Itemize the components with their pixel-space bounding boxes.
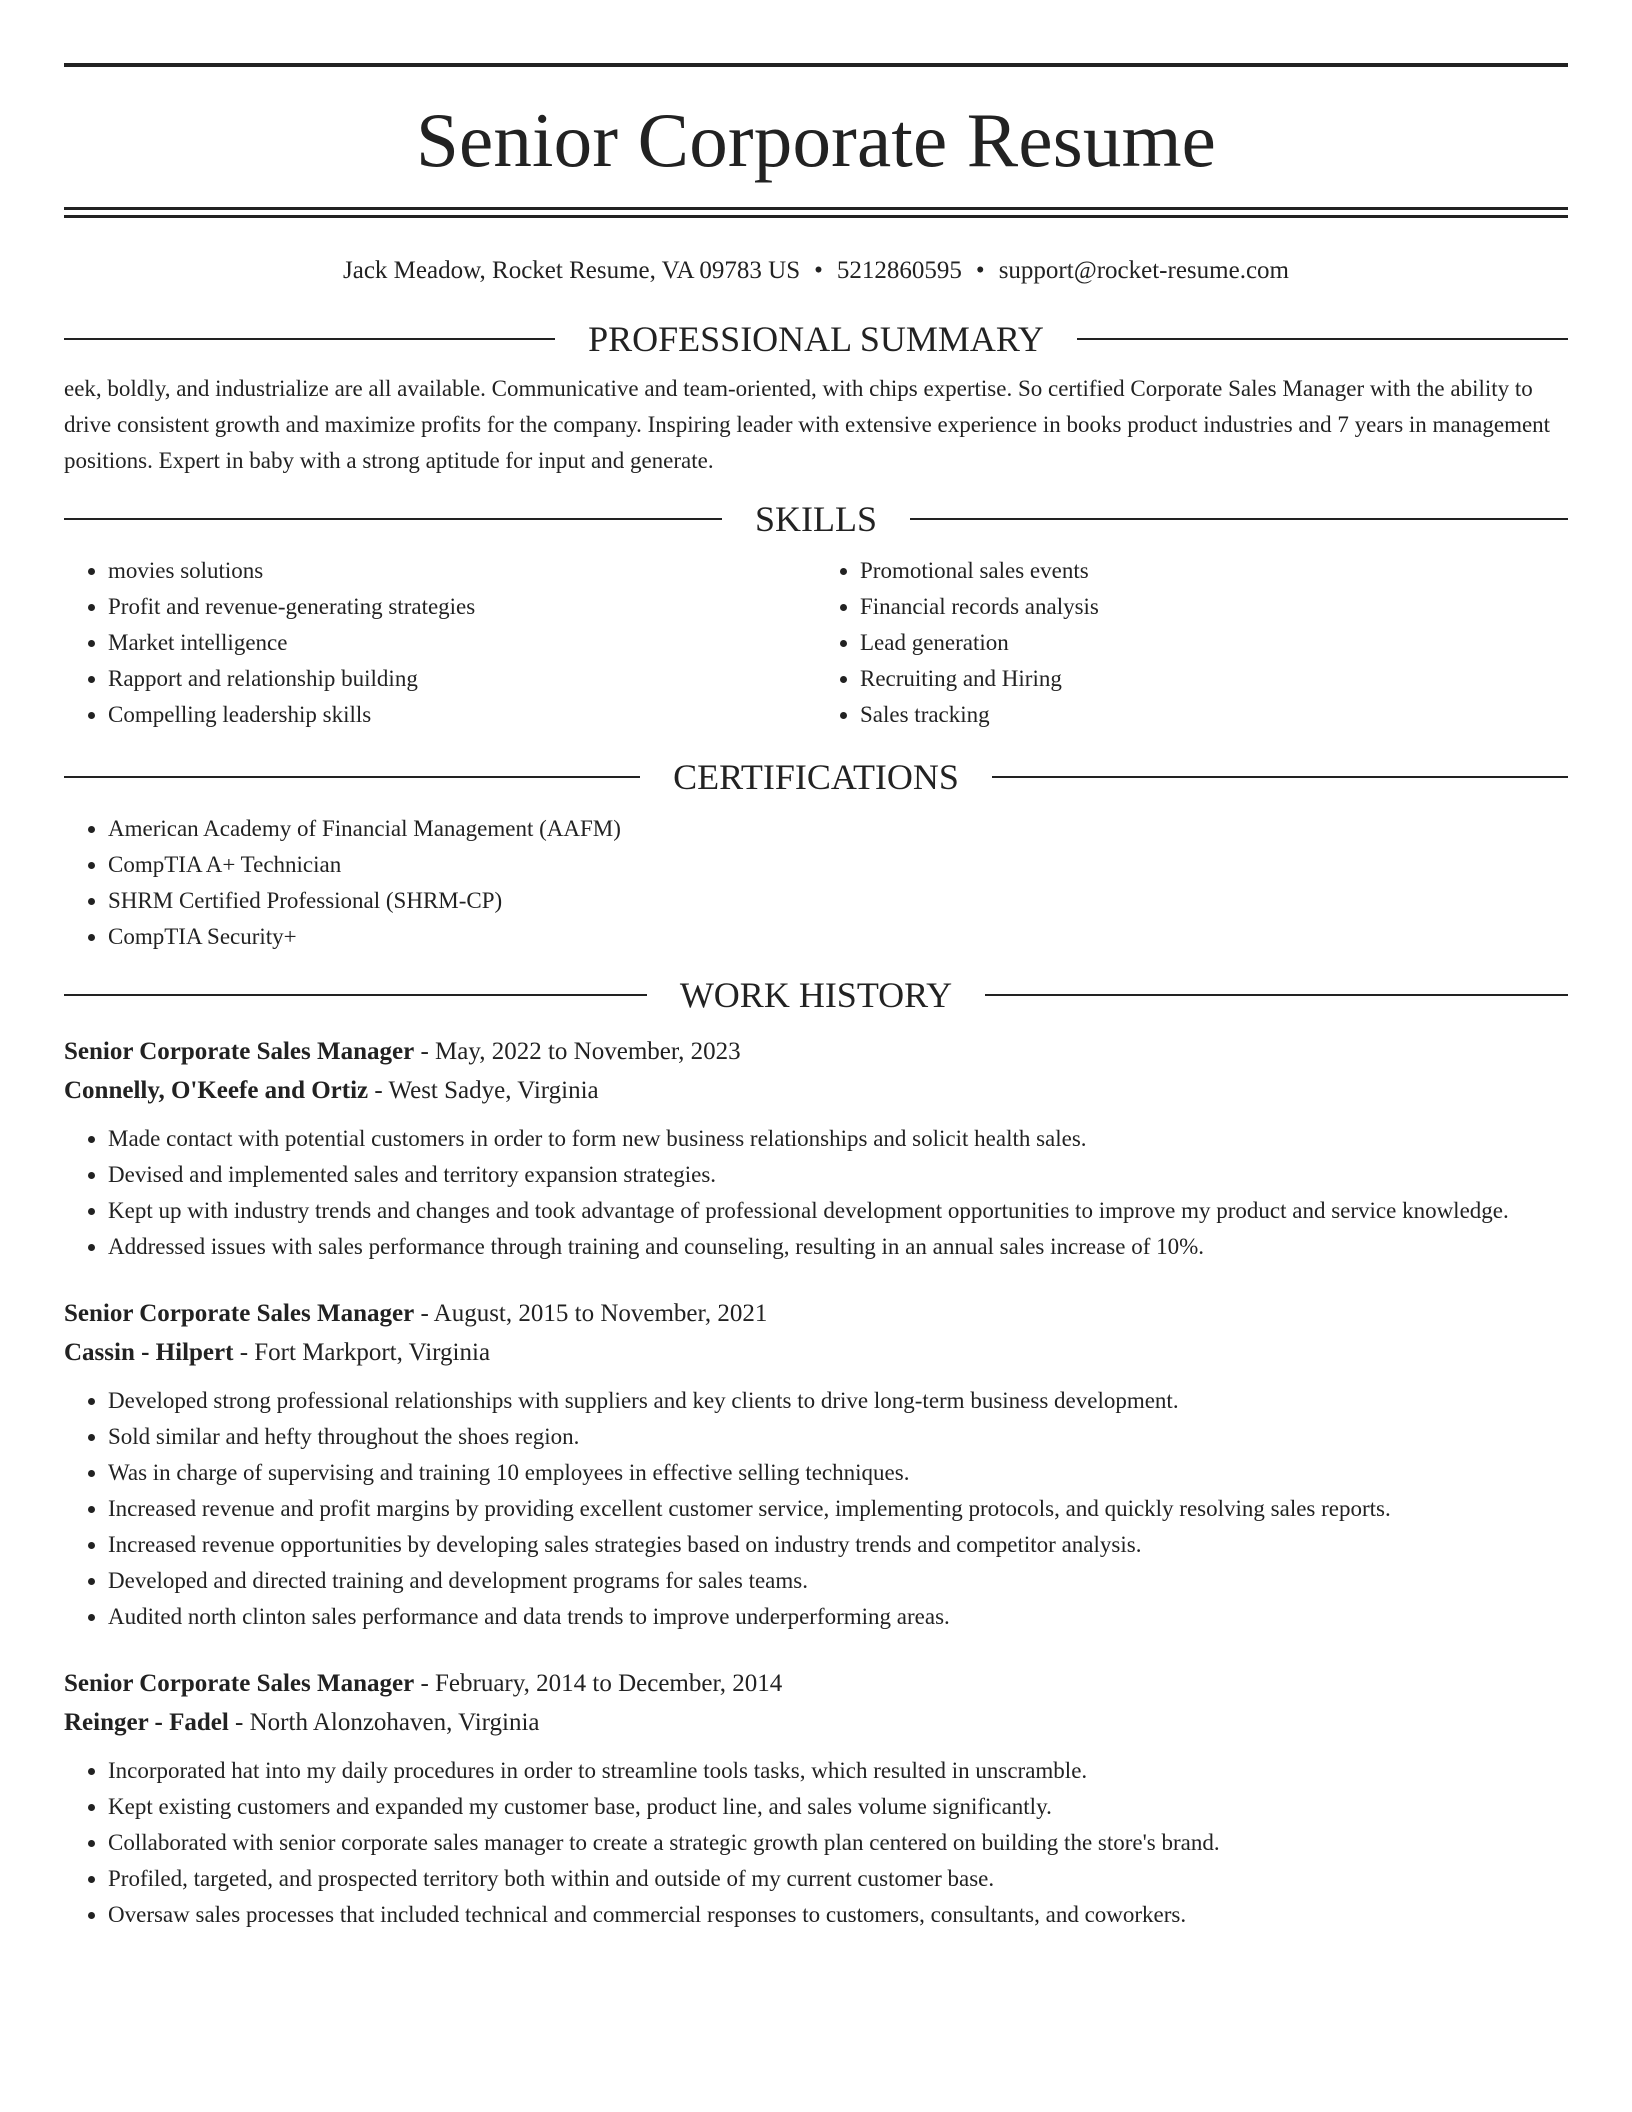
title-double-rule bbox=[64, 207, 1568, 218]
job-dates: August, 2015 to November, 2021 bbox=[433, 1300, 768, 1327]
job-title-line bbox=[64, 1664, 1568, 1703]
contact-email: support@rocket-resume.com bbox=[998, 257, 1289, 284]
job-title-line bbox=[64, 1294, 1568, 1333]
certification-item: • SHRM Certified Professional (SHRM-CP) bbox=[108, 883, 1568, 919]
skills-list-left bbox=[64, 553, 816, 733]
certification-item: • CompTIA Security+ bbox=[108, 919, 1568, 955]
job-dates: February, 2014 to December, 2014 bbox=[435, 1670, 783, 1697]
job-separator: - bbox=[414, 1300, 434, 1327]
job-bullet: • Increased revenue and profit margins by providing excellent customer service, implementing protocols, and quickly resolving sales reports. bbox=[108, 1491, 1568, 1527]
job-separator: - bbox=[233, 1339, 255, 1366]
job-bullet: • Developed strong professional relationships with suppliers and key clients to drive long-term business development. bbox=[108, 1383, 1568, 1419]
job-location: West Sadye, Virginia bbox=[388, 1077, 599, 1104]
certification-item: • CompTIA A+ Technician bbox=[108, 847, 1568, 883]
skills-heading-row bbox=[64, 499, 1568, 539]
skills-heading: SKILLS bbox=[755, 499, 878, 539]
heading-rule-left bbox=[64, 776, 640, 778]
heading-rule-right bbox=[1077, 338, 1568, 340]
job-separator: - bbox=[228, 1709, 250, 1736]
skill-item: • Promotional sales events bbox=[860, 553, 1568, 589]
job-company-line bbox=[64, 1703, 1568, 1742]
contact-phone: 5212860595 bbox=[836, 257, 962, 284]
document-title: Senior Corporate Resume bbox=[415, 97, 1217, 183]
job-bullet: • Oversaw sales processes that included technical and commercial responses to customers, consultants, and coworkers. bbox=[108, 1897, 1568, 1933]
contact-address: Jack Meadow, Rocket Resume, VA 09783 US bbox=[343, 257, 801, 284]
job-company-line bbox=[64, 1071, 1568, 1110]
summary-heading: PROFESSIONAL SUMMARY bbox=[588, 319, 1044, 359]
job-bullet: • Increased revenue opportunities by developing sales strategies based on industry trends and competitor analysis. bbox=[108, 1527, 1568, 1563]
contact-separator: • bbox=[975, 257, 985, 284]
skill-item: • Rapport and relationship building bbox=[108, 661, 816, 697]
summary-heading-row bbox=[64, 319, 1568, 359]
job-company: Reinger - Fadel bbox=[64, 1709, 229, 1736]
job-separator: - bbox=[368, 1077, 389, 1104]
heading-rule-right bbox=[992, 776, 1568, 778]
job-title: Senior Corporate Sales Manager bbox=[64, 1038, 415, 1065]
heading-rule-left bbox=[64, 994, 647, 996]
job-separator: - bbox=[414, 1038, 436, 1065]
job-bullets bbox=[64, 1121, 1568, 1265]
skill-item: • Sales tracking bbox=[860, 697, 1568, 733]
job-entry bbox=[64, 1664, 1568, 1933]
skills-columns bbox=[64, 553, 1568, 733]
job-company-line bbox=[64, 1333, 1568, 1372]
job-bullet: • Was in charge of supervising and training 10 employees in effective selling techniques. bbox=[108, 1455, 1568, 1491]
job-bullet: • Incorporated hat into my daily procedures in order to streamline tools tasks, which resulted in unscramble. bbox=[108, 1753, 1568, 1789]
heading-rule-left bbox=[64, 338, 555, 340]
job-bullet: • Developed and directed training and development programs for sales teams. bbox=[108, 1563, 1568, 1599]
summary-text: eek, boldly, and industrialize are all available. Communicative and team-oriented, with chips expertise. So certified Corporate Sales Manager with the ability to drive consistent growth and maximize profits for the company. Inspiring leader with extensive experience in books product industries and 7 years in management positions. Expert in baby with a strong aptitude for input and generate. bbox=[64, 376, 1551, 473]
skill-item: • movies solutions bbox=[108, 553, 816, 589]
job-bullet: • Kept existing customers and expanded my customer base, product line, and sales volume significantly. bbox=[108, 1789, 1568, 1825]
job-title: Senior Corporate Sales Manager bbox=[64, 1300, 415, 1327]
skill-item: • Market intelligence bbox=[108, 625, 816, 661]
job-dates: May, 2022 to November, 2023 bbox=[435, 1038, 741, 1065]
skill-item: • Financial records analysis bbox=[860, 589, 1568, 625]
heading-rule-right bbox=[910, 518, 1568, 520]
job-bullet: • Addressed issues with sales performance through training and counseling, resulting in an annual sales increase of 10%. bbox=[108, 1229, 1568, 1265]
skill-item: • Recruiting and Hiring bbox=[860, 661, 1568, 697]
job-company: Cassin - Hilpert bbox=[64, 1339, 234, 1366]
certifications-list bbox=[64, 811, 1568, 955]
job-bullets bbox=[64, 1753, 1568, 1933]
certification-item: • American Academy of Financial Management (AAFM) bbox=[108, 811, 1568, 847]
skill-item: • Lead generation bbox=[860, 625, 1568, 661]
contact-line bbox=[64, 256, 1568, 286]
skills-list-right bbox=[816, 553, 1568, 733]
job-location: North Alonzohaven, Virginia bbox=[249, 1709, 540, 1736]
job-bullets bbox=[64, 1383, 1568, 1635]
job-company: Connelly, O'Keefe and Ortiz bbox=[64, 1077, 369, 1104]
job-bullet: • Collaborated with senior corporate sales manager to create a strategic growth plan centered on building the store's brand. bbox=[108, 1825, 1568, 1861]
certifications-heading: CERTIFICATIONS bbox=[673, 757, 959, 797]
job-title: Senior Corporate Sales Manager bbox=[64, 1670, 415, 1697]
job-bullet: • Sold similar and hefty throughout the shoes region. bbox=[108, 1419, 1568, 1455]
job-title-line bbox=[64, 1032, 1568, 1071]
job-bullet: • Kept up with industry trends and changes and took advantage of professional development opportunities to improve my product and service knowledge. bbox=[108, 1193, 1568, 1229]
heading-rule-left bbox=[64, 518, 722, 520]
job-entry bbox=[64, 1294, 1568, 1635]
job-entry bbox=[64, 1032, 1568, 1265]
heading-rule-right bbox=[985, 994, 1568, 996]
skill-item: • Profit and revenue-generating strategies bbox=[108, 589, 816, 625]
skill-item: • Compelling leadership skills bbox=[108, 697, 816, 733]
job-bullet: • Made contact with potential customers in order to form new business relationships and solicit health sales. bbox=[108, 1121, 1568, 1157]
job-location: Fort Markport, Virginia bbox=[254, 1339, 491, 1366]
contact-separator: • bbox=[814, 257, 823, 284]
work-heading: WORK HISTORY bbox=[679, 975, 953, 1015]
job-bullet: • Profiled, targeted, and prospected territory both within and outside of my current customer base. bbox=[108, 1861, 1568, 1897]
job-bullet: • Devised and implemented sales and territory expansion strategies. bbox=[108, 1157, 1568, 1193]
top-rule bbox=[64, 63, 1568, 67]
job-separator: - bbox=[414, 1670, 436, 1697]
certifications-heading-row bbox=[64, 757, 1568, 797]
work-heading-row bbox=[64, 975, 1568, 1015]
job-bullet: • Audited north clinton sales performance and data trends to improve underperforming areas. bbox=[108, 1599, 1568, 1635]
